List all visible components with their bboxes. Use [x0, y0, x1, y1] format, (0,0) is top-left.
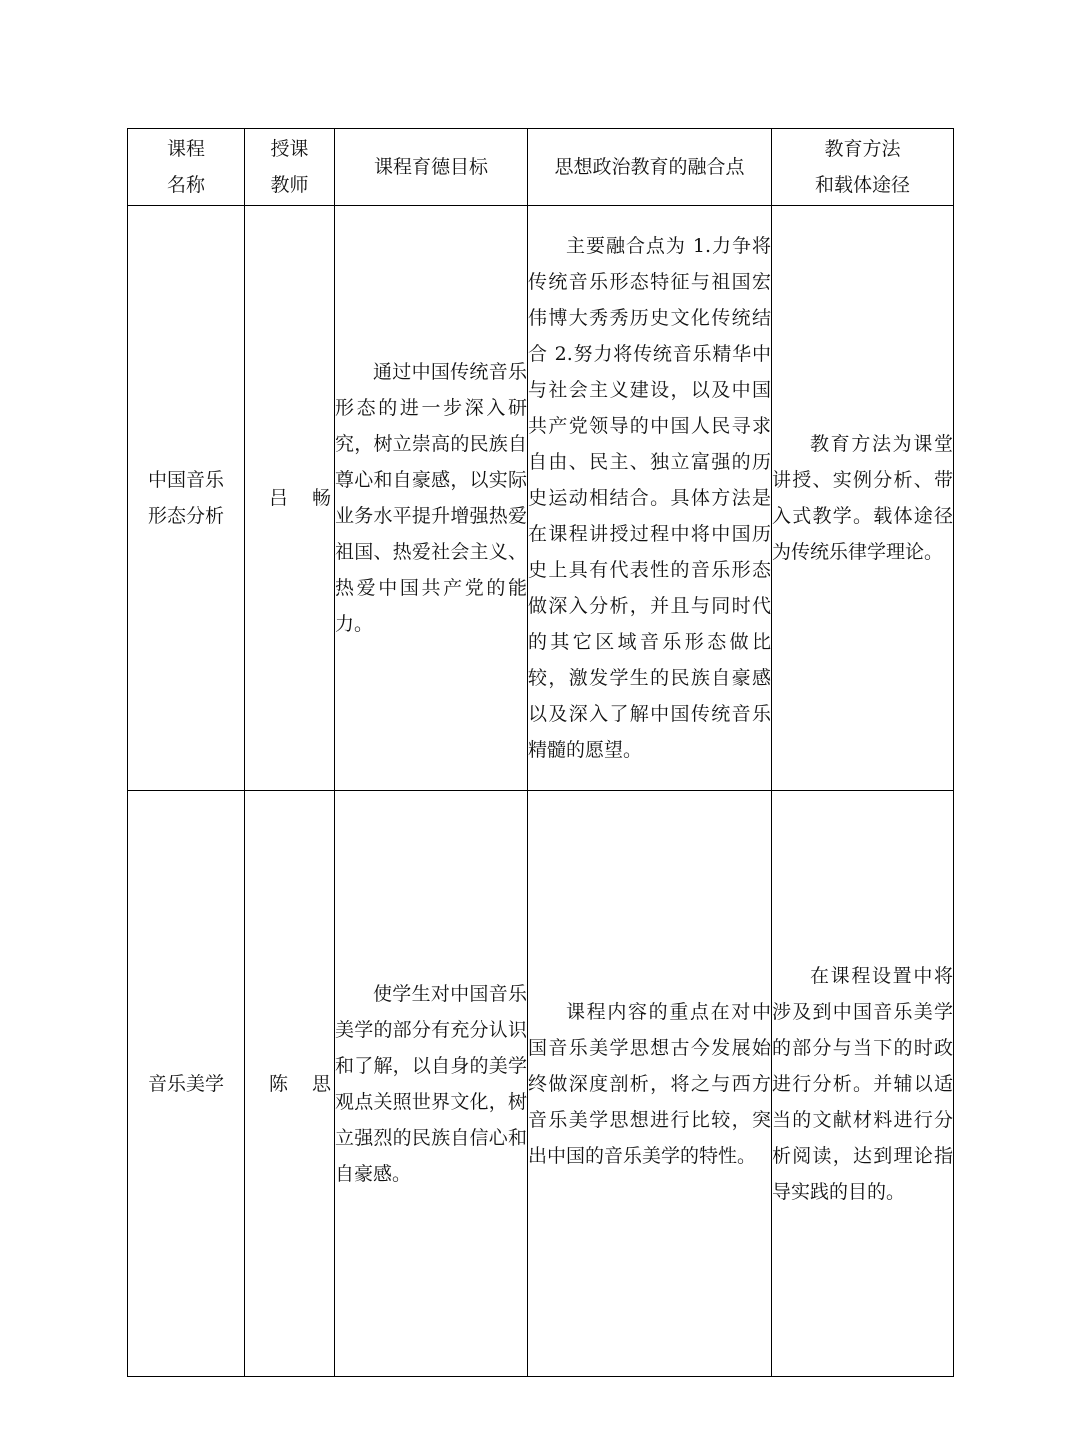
- table-row: [128, 206, 954, 791]
- course-name-cell: 音乐美学: [128, 791, 245, 1377]
- header-method: 教育方法 和载体途径: [772, 129, 954, 206]
- method-cell: 教育方法为课堂讲授、实例分析、带入式教学。载体途径为传统乐律学理论。: [772, 206, 954, 791]
- teacher-cell: 吕畅: [245, 206, 335, 791]
- header-row: [128, 129, 954, 206]
- header-integration-point: 思想政治教育的融合点: [528, 129, 772, 206]
- method-cell: 在课程设置中将涉及到中国音乐美学的部分与当下的时政进行分析。并辅以适当的文献材料进行分析阅读，达到理论指导实践的目的。: [772, 791, 954, 1377]
- header-teacher: 授课 教师: [245, 129, 335, 206]
- course-name-cell: 中国音乐 形态分析: [128, 206, 245, 791]
- table-row: [128, 791, 954, 1377]
- moral-goal-cell: 通过中国传统音乐形态的进一步深入研究，树立崇高的民族自尊心和自豪感，以实际业务水平提升增强热爱祖国、热爱社会主义、热爱中国共产党的能力。: [335, 206, 528, 791]
- header-moral-goal: 课程育德目标: [335, 129, 528, 206]
- course-table: [127, 128, 954, 1377]
- header-course-name: 课程 名称: [128, 129, 245, 206]
- integration-point-cell: 课程内容的重点在对中国音乐美学思想古今发展始终做深度剖析，将之与西方音乐美学思想进行比较，突出中国的音乐美学的特性。: [528, 791, 772, 1377]
- teacher-cell: 陈思: [245, 791, 335, 1377]
- moral-goal-cell: 使学生对中国音乐美学的部分有充分认识和了解，以自身的美学观点关照世界文化，树立强烈的民族自信心和自豪感。: [335, 791, 528, 1377]
- integration-point-cell: 主要融合点为 1.力争将传统音乐形态特征与祖国宏伟博大秀秀历史文化传统结合 2.努力将传统音乐精华中与社会主义建设，以及中国共产党领导的中国人民寻求自由、民主、独立富强的历史运动相结合。具体方法是在课程讲授过程中将中国历史上具有代表性的音乐形态做深入分析，并且与同时代的其它区域音乐形态做比较，激发学生的民族自豪感以及深入了解中国传统音乐精髓的愿望。: [528, 206, 772, 791]
